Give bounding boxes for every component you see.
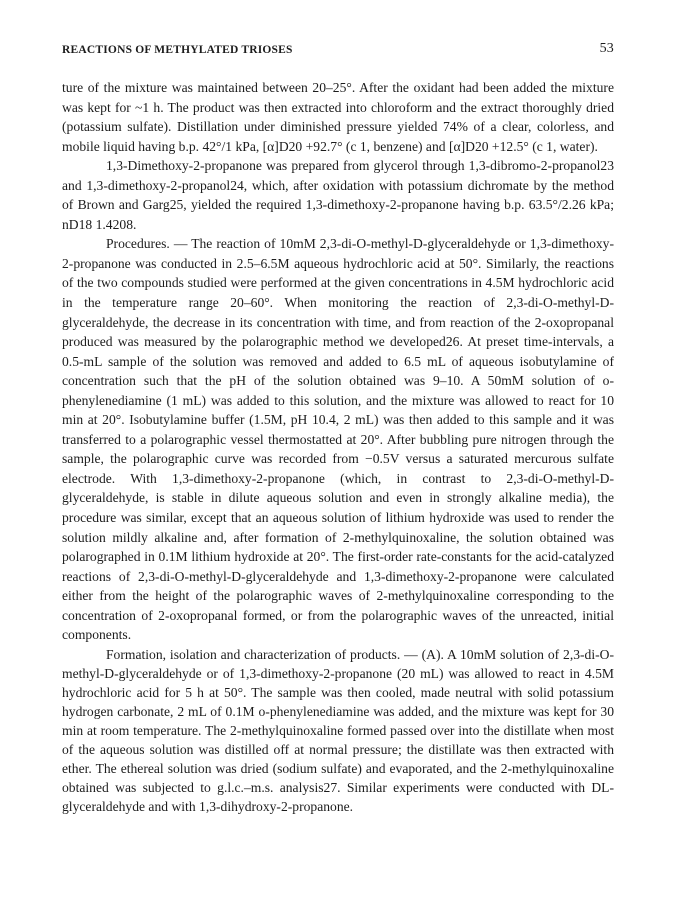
article-body: [62, 78, 614, 816]
paragraph-procedures: Procedures. — The reaction of 10mM 2,3-di-O-methyl-D-glyceraldehyde or 1,3-dimethoxy-2-propanone was conducted in 2.5–6.5M aqueous hydrochloric acid at 50°. Similarly, the reactions of the two compounds studied were performed at the given concentrations in 4.5M hydrochloric acid in the temperature range 20–60°. When monitoring the reaction of 2,3-di-O-methyl-D-glyceraldehyde, the decrease in its concentration with time, and from reaction of the 2-oxopropanal produced was measured by the polarographic method we developed26. At preset time-intervals, a 0.5-mL sample of the solution was removed and added to 6.5 mL of aqueous isobutylamine of concentration such that the pH of the solution obtained was 9–10. A 50mM solution of o-phenylenediamine (1 mL) was added to this solution, and the mixture was allowed to react for 10 min at 20°. Isobutylamine buffer (1.5M, pH 10.4, 2 mL) was then added to this sample and it was transferred to a polarographic vessel thermostatted at 20°. After bubbling pure nitrogen through the sample, the polarographic curve was recorded from −0.5V versus a saturated mercurous sulfate electrode. With 1,3-dimethoxy-2-propanone (which, in contrast to 2,3-di-O-methyl-D-glyceraldehyde, is stable in dilute aqueous solution and even in strongly alkaline media), the procedure was similar, except that an aqueous solution of lithium hydroxide was used to render the solution mildly alkaline and, after formation of 2-methylquinoxaline, the solution obtained was polarographed in 0.1M lithium hydroxide at 20°. The first-order rate-constants for the acid-catalyzed reactions of 2,3-di-O-methyl-D-glyceraldehyde and 1,3-dimethoxy-2-propanone were calculated either from the height of the polarographic waves of 2-methylquinoxaline corresponding to the concentration of 2-oxopropanal formed, or from the polarographic waves of the unreacted, initial components.: [62, 236, 614, 643]
paragraph-oxidation-result: ture of the mixture was maintained between 20–25°. After the oxidant had been added the mixture was kept for ~1 h. The product was then extracted into chloroform and the extract thoroughly dried (potassium sulfate). Distillation under diminished pressure yielded 74% of a clear, colorless, and mobile liquid having b.p. 42°/1 kPa, [α]D20 +92.7° (c 1, benzene) and [α]D20 +12.5° (c 1, water).: [62, 80, 614, 154]
running-head: REACTIONS OF METHYLATED TRIOSES: [62, 44, 293, 56]
paragraph-formation-isolation: Formation, isolation and characterization of products. — (A). A 10mM solution of 2,3-di-O-methyl-D-glyceraldehyde or of 1,3-dimethoxy-2-propanone (20 mL) was allowed to react in 4.5M hydrochloric acid for 5 h at 50°. The sample was then cooled, made neutral with solid potassium hydrogen carbonate, 2 mL of 0.1M o-phenylenediamine was added, and the mixture was kept for 30 min at room temperature. The 2-methylquinoxaline formed passed over into the distillate when most of the aqueous solution was distilled off at normal pressure; the distillate was then extracted with ether. The ethereal solution was dried (sodium sulfate) and evaporated, and the 2-methylquinoxaline obtained was subjected to g.l.c.–m.s. analysis27. Similar experiments were conducted with DL-glyceraldehyde and with 1,3-dihydroxy-2-propanone.: [62, 646, 614, 814]
paragraph-dimethoxypropanone-preparation: 1,3-Dimethoxy-2-propanone was prepared from glycerol through 1,3-dibromo-2-propanol23 and 1,3-dimethoxy-2-propanol24, which, after oxidation with potassium dichromate by the method of Brown and Garg25, yielded the required 1,3-dimethoxy-2-propanone having b.p. 63.5°/2.26 kPa; nD18 1.4208.: [62, 158, 614, 232]
page-header: [62, 41, 614, 62]
page-number: 53: [599, 41, 614, 56]
